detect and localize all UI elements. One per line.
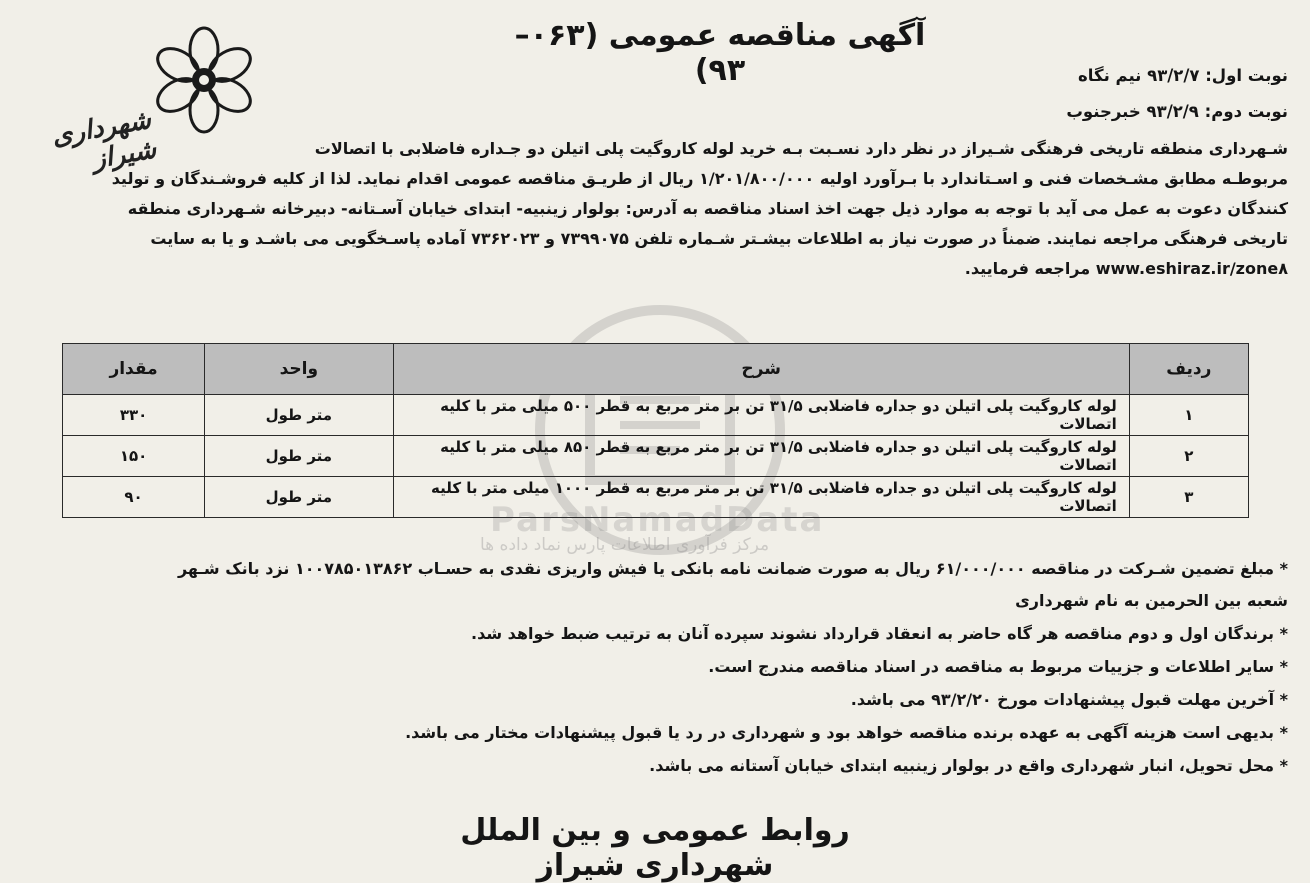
row-quantity: ۹۰ — [63, 477, 205, 518]
row-number: ۳ — [1129, 477, 1248, 518]
watermark-caption: مرکز فرآوری اطلاعات پارس نماد داده ها — [480, 535, 770, 555]
intro-line: کنندگان دعوت به عمل می آید با توجه به موارد ذیل جهت اخذ اسناد مناقصه به آدرس: بولوار زینبیه- ابتدای خیابان آسـتانه- دبیرخانه شـهرداری منطقه — [127, 199, 1288, 218]
note-deadline: * آخرین مهلت قبول پیشنهادات مورخ ۹۳/۲/۲۰ می باشد. — [850, 690, 1288, 709]
intro-line: شـهرداری منطقه تاریخی فرهنگی شـیراز در نظر دارد نسـبت بـه خرید لوله کاروگیت پلی اتیلن دو جـداره فاضلابی با اتصالات — [314, 139, 1288, 158]
row-quantity: ۱۵۰ — [63, 436, 205, 477]
table-header-row — [63, 344, 1249, 395]
intro-paragraph — [50, 134, 1288, 284]
row-number: ۲ — [1129, 436, 1248, 477]
row-description: لوله کاروگیت پلی اتیلن دو جداره فاضلابی ۳۱/۵ تن بر متر مربع به قطر ۸۵۰ میلی متر با کلیه اتصالات — [393, 436, 1129, 477]
note-documents: * سایر اطلاعات و جزییات مربوط به مناقصه در اسناد مناقصه مندرج است. — [708, 657, 1288, 676]
table-row — [63, 395, 1249, 436]
items-table — [62, 343, 1249, 518]
logo-caption: شهرداری شیراز — [49, 104, 159, 176]
note-ad-cost: * بدیهی است هزینه آگهی به عهده برنده مناقصه خواهد بود و شهرداری در رد یا قبول پیشنهادات مختار می باشد. — [405, 723, 1288, 742]
header-description: شرح — [393, 344, 1129, 395]
header-quantity: مقدار — [63, 344, 205, 395]
page-title: آگهی مناقصه عمومی (۰۶۳–۹۳) — [514, 18, 926, 88]
note-winners: * برندگان اول و دوم مناقصه هر گاه حاضر به انعقاد قرارداد نشوند سپرده آنان به ترتیب ضبط خواهد شد. — [471, 624, 1288, 643]
first-publication: نوبت اول: ۹۳/۲/۷ نیم نگاه — [1078, 66, 1288, 85]
intro-line: مربوطـه مطابق مشـخصات فنی و اسـتاندارد با بـرآورد اولیه ۱/۲۰۱/۸۰۰/۰۰۰ ریال از طریـق مناقصه عمومی اقدام نماید. لذا از کلیه فروشـندگان و تولید — [111, 169, 1288, 188]
row-unit: متر طول — [205, 436, 393, 477]
row-number: ۱ — [1129, 395, 1248, 436]
row-quantity: ۳۳۰ — [63, 395, 205, 436]
row-unit: متر طول — [205, 477, 393, 518]
note-guarantee-line2: شعبه بین الحرمین به نام شهرداری — [1015, 591, 1288, 610]
table-row — [63, 477, 1249, 518]
footer-signature: روابط عمومی و بین الملل شهرداری شیراز — [460, 813, 850, 883]
header-unit: واحد — [205, 344, 393, 395]
intro-line: تاریخی فرهنگی مراجعه نمایند. ضمناً در صورت نیاز به اطلاعات بیشـتر شـماره تلفن ۷۳۹۹۰۷۵ و ۷۳۶۲۰۲۳ آماده پاسـخگویی می باشـد و یا به سایت — [150, 229, 1288, 248]
header-row-number: ردیف — [1129, 344, 1248, 395]
note-guarantee-line1: * مبلغ تضمین شـرکت در مناقصه ۶۱/۰۰۰/۰۰۰ ریال به صورت ضمانت نامه بانکی یا فیش واریزی نقدی به حسـاب ۱۰۰۷۸۵۰۱۳۸۶۲ نزد بانک شـهر — [177, 559, 1288, 578]
intro-line: www.eshiraz.ir/zone۸ مراجعه فرمایید. — [964, 259, 1288, 278]
note-delivery: * محل تحویل، انبار شهرداری واقع در بولوار زینبیه ابتدای خیابان آستانه می باشد. — [649, 756, 1288, 775]
row-description: لوله کاروگیت پلی اتیلن دو جداره فاضلابی ۳۱/۵ تن بر متر مربع به قطر ۱۰۰۰ میلی متر با کلیه اتصالات — [393, 477, 1129, 518]
watermark-brand: ParsNamadData — [490, 500, 825, 540]
second-publication: نوبت دوم: ۹۳/۲/۹ خبرجنوب — [1066, 102, 1288, 121]
note-guarantee — [38, 553, 1288, 617]
conditions-list — [38, 553, 1288, 782]
table-row — [63, 436, 1249, 477]
row-unit: متر طول — [205, 395, 393, 436]
row-description: لوله کاروگیت پلی اتیلن دو جداره فاضلابی ۳۱/۵ تن بر متر مربع به قطر ۵۰۰ میلی متر با کلیه اتصالات — [393, 395, 1129, 436]
